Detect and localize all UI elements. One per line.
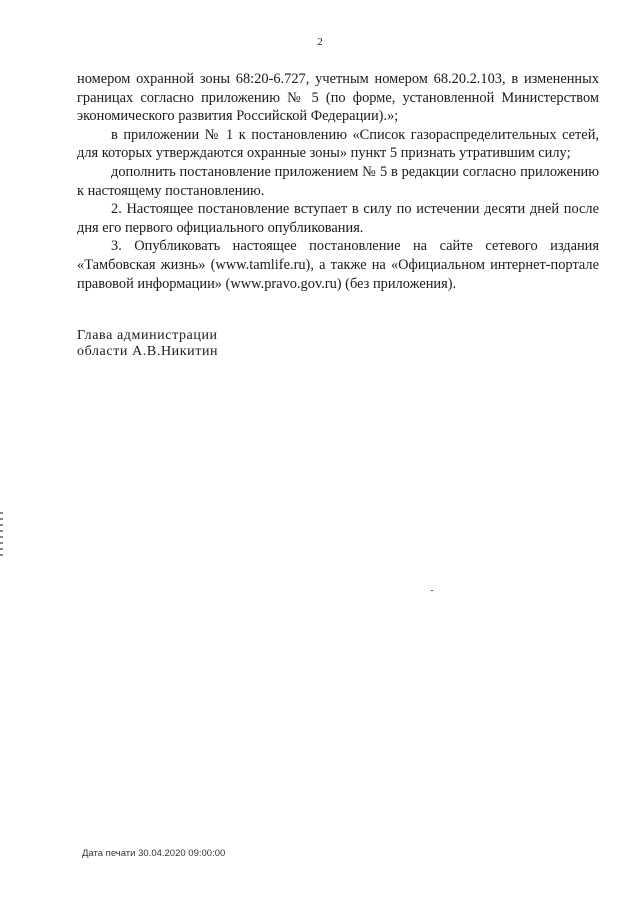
signature-title: Глава администрации — [77, 328, 218, 343]
signature-name: области А.В.Никитин — [77, 344, 219, 359]
print-date: Дата печати 30.04.2020 09:00:00 — [82, 848, 226, 859]
paragraph-appendix-1: в приложении № 1 к постановлению «Список газораспределительных сетей, для которых утверждаются охранные зоны» пункт 5 признать утратившим силу; — [77, 126, 599, 162]
scan-margin-mark — [0, 512, 3, 558]
scan-speck — [431, 590, 433, 591]
document-body — [77, 70, 599, 293]
signature-block — [77, 328, 218, 360]
paragraph-continuation: номером охранной зоны 68:20-6.727, учетным номером 68.20.2.103, в измененных границах согласно приложению № 5 (по форме, установленной Министерством экономического развития Российской Федерации).»; — [77, 71, 599, 125]
paragraph-effective-date: 2. Настоящее постановление вступает в силу по истечении десяти дней после дня его первого официального опубликования. — [77, 201, 599, 236]
paragraph-publication: 3. Опубликовать настоящее постановление на сайте сетевого издания «Тамбовская жизнь» (www.tamlife.ru), а также на «Официальном интернет-портале правовой информации» (www.pravo.gov.ru) (без приложения). — [77, 238, 599, 292]
page-number: 2 — [317, 36, 323, 48]
paragraph-appendix-5: дополнить постановление приложением № 5 в редакции согласно приложению к настоящему постановлению. — [77, 163, 599, 199]
